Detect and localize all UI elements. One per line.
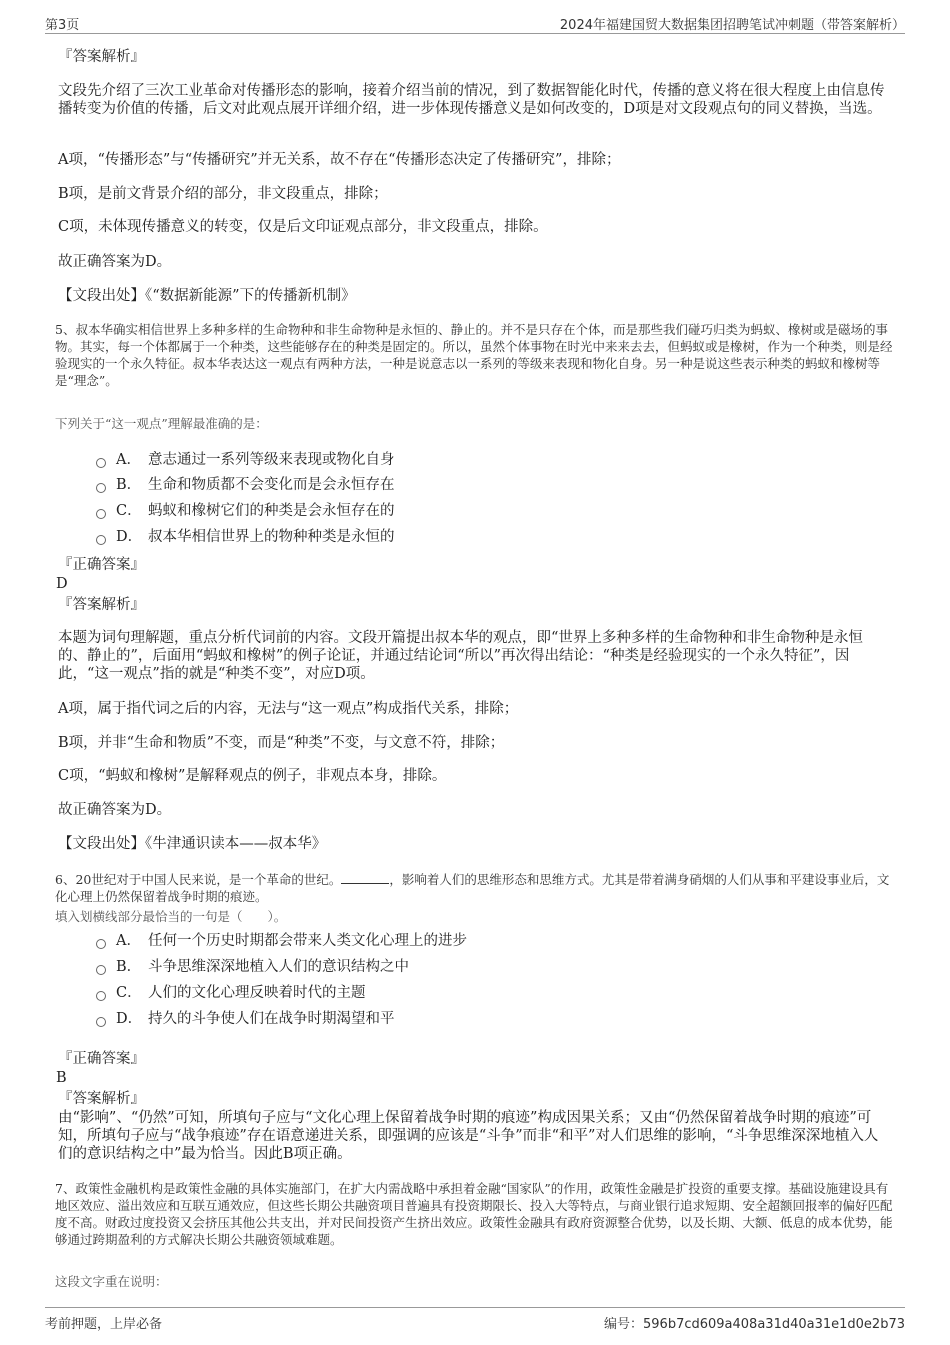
radio-icon[interactable]	[96, 939, 106, 949]
option-letter: C．	[116, 985, 142, 1001]
footer-divider	[45, 1307, 905, 1308]
q5-answer-label: 『正确答案』	[58, 557, 145, 573]
q6-answer: B	[56, 1070, 67, 1086]
radio-icon[interactable]	[96, 1017, 106, 1027]
q6-stem-after: ，影响着人们的思维形态和思维方式。尤其是带着满身硝烟的人们从事和平建设事业后，文化心理上仍然保留着战争时期的痕迹。	[55, 872, 890, 904]
q6-stem	[55, 871, 895, 905]
radio-icon[interactable]	[96, 535, 106, 545]
option-text: 任何一个历史时期都会带来人类文化心理上的进步	[148, 933, 467, 949]
option-letter: C．	[116, 503, 142, 519]
option-text: 持久的斗争使人们在战争时期渴望和平	[148, 1011, 395, 1027]
radio-icon[interactable]	[96, 965, 106, 975]
q4-conclusion: 故正确答案为D。	[58, 254, 172, 270]
q5-analysis-b: B项，并非“生命和物质”不变，而是“种类”不变，与文意不符，排除；	[58, 735, 505, 751]
radio-icon[interactable]	[96, 483, 106, 493]
q5-option-d[interactable]	[96, 528, 395, 546]
q6-option-b[interactable]	[96, 958, 409, 976]
document-title: 2024年福建国贸大数据集团招聘笔试冲刺题（带答案解析）	[559, 18, 905, 33]
q4-analysis-c: C项，未体现传播意义的转变，仅是后文印证观点部分，非文段重点，排除。	[58, 219, 548, 235]
q4-source: 【文段出处】《“数据新能源”下的传播新机制》	[58, 288, 356, 304]
document-code: 编号：596b7cd609a408a31d40a31e1d0e2b73	[604, 1317, 905, 1332]
q4-analysis-label: 『答案解析』	[58, 49, 145, 65]
q5-analysis-c: C项，“蚂蚁和橡树”是解释观点的例子，非观点本身，排除。	[58, 768, 447, 784]
q5-question: 下列关于“这一观点”理解最准确的是：	[55, 416, 268, 431]
radio-icon[interactable]	[96, 509, 106, 519]
option-text: 人们的文化心理反映着时代的主题	[148, 985, 366, 1001]
option-text: 斗争思维深深地植入人们的意识结构之中	[148, 959, 409, 975]
q6-analysis: 由“影响”、“仍然”可知，所填句子应与“文化心理上保留着战争时期的痕迹”构成因果关系；又由“仍然保留着战争时期的痕迹”可知，所填句子应与“战争痕迹”存在语意递进关系，即强调的应该是“斗争”而非“和平”对人们思维的影响，“斗争思维深深地植入人们的意识结构之中”最为恰当。因此B项正确。	[58, 1110, 879, 1162]
q6-option-a[interactable]	[96, 932, 467, 950]
option-letter: A．	[116, 933, 141, 949]
option-letter: D．	[116, 529, 143, 545]
q5-analysis-label: 『答案解析』	[58, 597, 145, 613]
option-letter: A．	[116, 452, 141, 468]
q4-analysis-a: A项，“传播形态”与“传播研究”并无关系，故不存在“传播形态决定了传播研究”，排除；	[58, 152, 621, 168]
option-letter: D．	[116, 1011, 143, 1027]
q5-option-b[interactable]	[96, 476, 395, 494]
option-text: 叔本华相信世界上的物种种类是永恒的	[148, 529, 395, 545]
option-text: 蚂蚁和橡树它们的种类是会永恒存在的	[148, 503, 395, 519]
header-divider	[45, 33, 905, 34]
radio-icon[interactable]	[96, 458, 106, 468]
q5-stem: 5、叔本华确实相信世界上多种多样的生命物种和非生命物种是永恒的、静止的。并不是只存在个体，而是那些我们碰巧归类为蚂蚁、橡树或是磁场的事物。其实，每一个体都属于一个种类，这些能够存在的种类是固定的。所以，虽然个体事物在时光中来来去去，但蚂蚁或是橡树，作为一个种类，则是经验现实的一个永久特征。叔本华表达这一观点有两种方法，一种是说意志以一系列的等级来表现和物化自身。另一种是说这些表示种类的蚂蚁和橡树等是“理念”。	[55, 322, 893, 388]
page-number: 第3页	[45, 18, 80, 33]
q4-analysis: 文段先介绍了三次工业革命对传播形态的影响，接着介绍当前的情况，到了数据智能化时代，传播的意义将在很大程度上由信息传播转变为价值的传播，后文对此观点展开详细介绍，进一步体现传播意义是如何改变的，D项是对文段观点句的同义替换，当选。	[58, 83, 885, 117]
footer-slogan: 考前押题，上岸必备	[45, 1317, 163, 1332]
q4-analysis-b: B项，是前文背景介绍的部分，非文段重点，排除；	[58, 186, 388, 202]
q6-analysis-label: 『答案解析』	[58, 1091, 145, 1107]
q6-question: 填入划横线部分最恰当的一句是（ ）。	[55, 909, 287, 924]
radio-icon[interactable]	[96, 991, 106, 1001]
q5-analysis-a: A项，属于指代词之后的内容，无法与“这一观点”构成指代关系，排除；	[58, 701, 519, 717]
option-text: 意志通过一系列等级来表现或物化自身	[148, 452, 395, 468]
q5-option-c[interactable]	[96, 502, 395, 520]
q7-stem: 7、政策性金融机构是政策性金融的具体实施部门，在扩大内需战略中承担着金融“国家队”的作用，政策性金融是扩投资的重要支撑。基础设施建设具有地区效应、溢出效应和互联互通效应，但这些长期公共融资项目普遍具有投资期限长、投入大等特点，与商业银行追求短期、安全超额回报率的偏好匹配度不高。财政过度投资又会挤压其他公共支出，并对民间投资产生挤出效应。政策性金融具有政府资源整合优势，以及长期、大额、低息的成本优势，能够通过跨期盈利的方式解决长期公共融资领域难题。	[55, 1181, 893, 1247]
option-text: 生命和物质都不会变化而是会永恒存在	[148, 477, 395, 493]
option-letter: B．	[116, 959, 142, 975]
q6-option-d[interactable]	[96, 1010, 395, 1028]
q5-analysis: 本题为词句理解题，重点分析代词前的内容。文段开篇提出叔本华的观点，即“世界上多种多样的生命物种和非生命物种是永恒的、静止的”，后面用“蚂蚁和橡树”的例子论证，并通过结论词“所以”再次得出结论：“种类是经验现实的一个永久特征”，因此，“这一观点”指的就是“种类不变”，对应D项。	[58, 630, 863, 682]
q6-answer-label: 『正确答案』	[58, 1051, 145, 1067]
q6-blank	[341, 871, 389, 884]
q5-conclusion: 故正确答案为D。	[58, 802, 172, 818]
q7-question: 这段文字重在说明：	[55, 1274, 168, 1289]
q6-stem-before: 6、20世纪对于中国人民来说，是一个革命的世纪。	[55, 872, 342, 887]
q5-source: 【文段出处】《牛津通识读本——叔本华》	[58, 836, 327, 852]
option-letter: B．	[116, 477, 142, 493]
q5-answer: D	[56, 576, 68, 592]
q6-option-c[interactable]	[96, 984, 366, 1002]
q5-option-a[interactable]	[96, 451, 395, 469]
